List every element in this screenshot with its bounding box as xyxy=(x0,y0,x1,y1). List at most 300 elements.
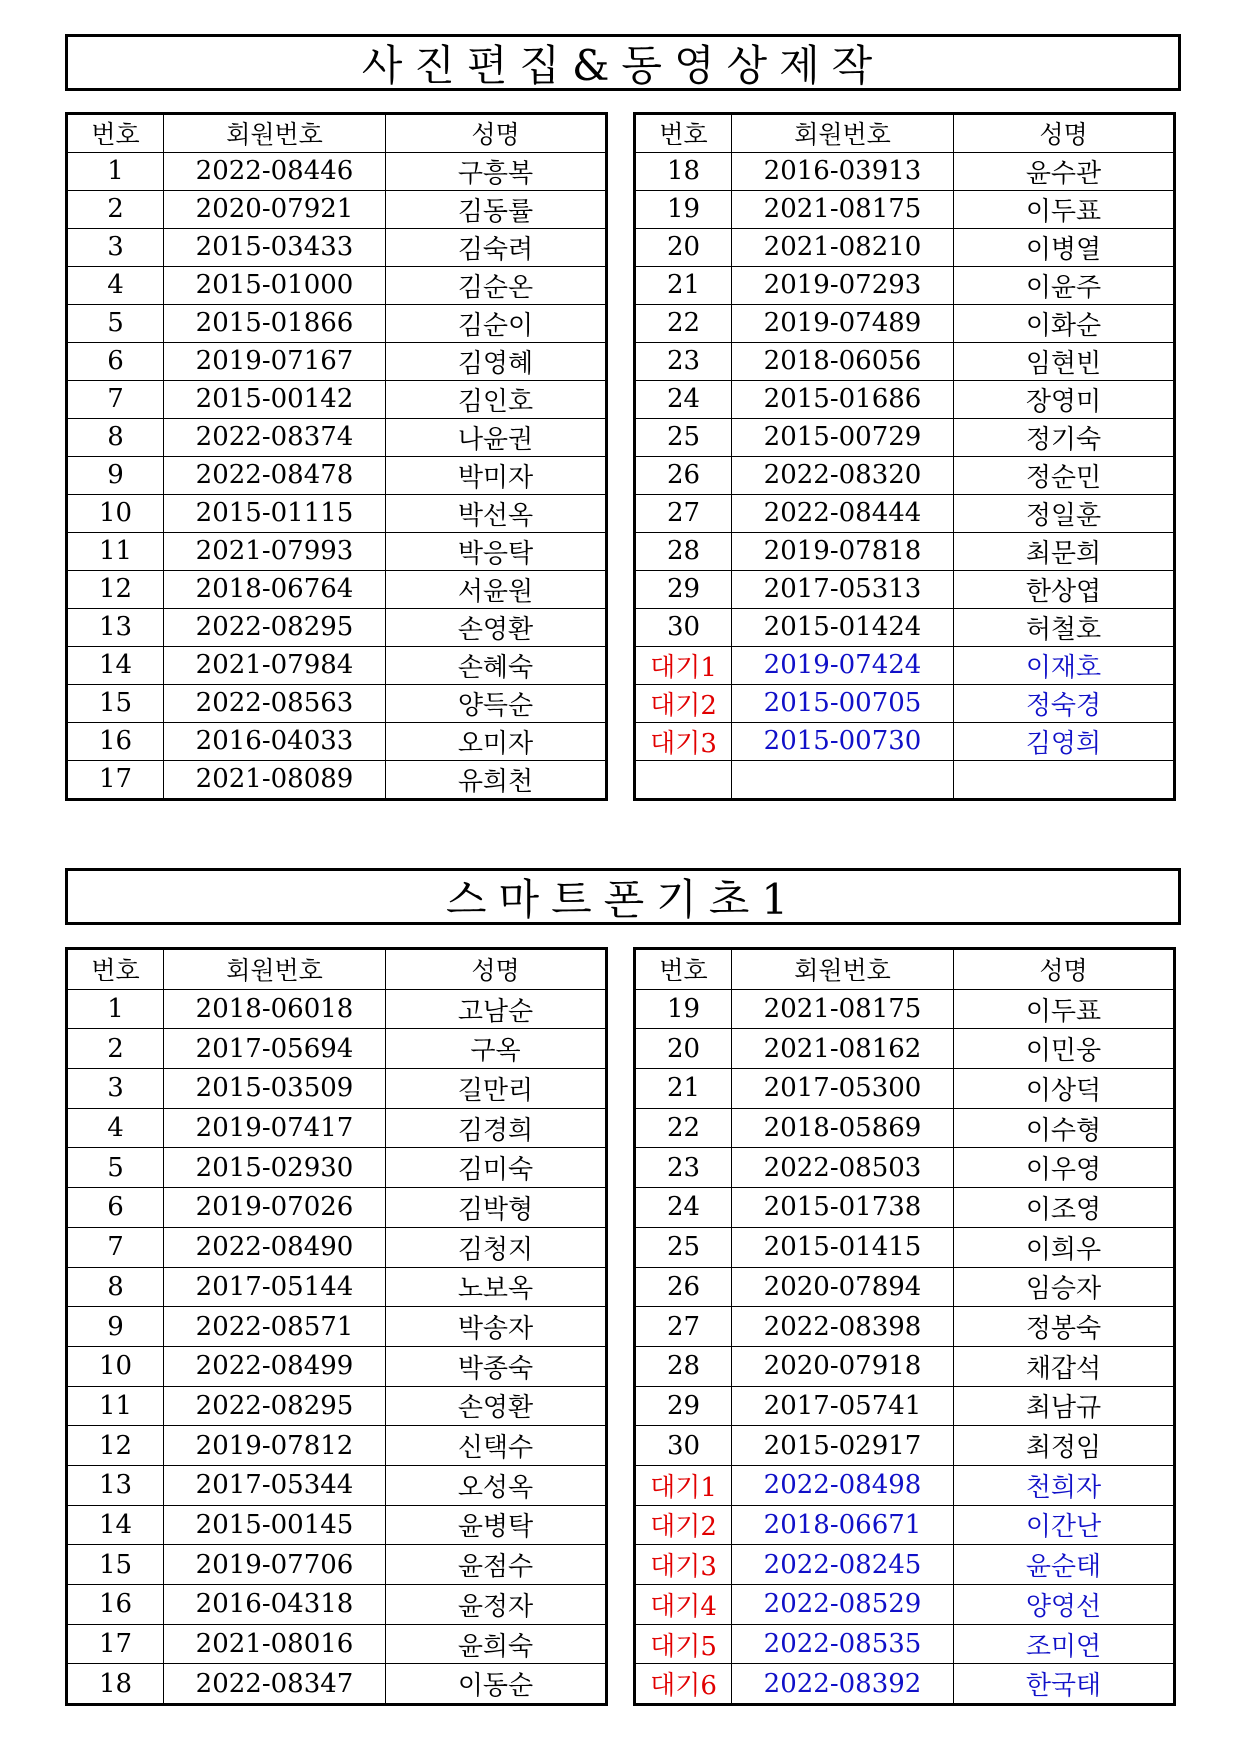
cell-name: 윤순태 xyxy=(954,1545,1175,1585)
cell-member-id: 2022-08245 xyxy=(732,1545,954,1585)
cell-name: 정기숙 xyxy=(954,418,1175,456)
table-row xyxy=(635,494,1175,532)
cell-member-id: 2019-07818 xyxy=(732,532,954,570)
cell-name: 이간난 xyxy=(954,1505,1175,1545)
table-row xyxy=(635,1465,1175,1505)
cell-member-id: 2019-07424 xyxy=(732,646,954,684)
cell-member-id: 2016-04318 xyxy=(164,1585,386,1625)
cell-member-id: 2021-07984 xyxy=(164,646,386,684)
cell-number: 29 xyxy=(635,1386,732,1426)
roster-table-right xyxy=(633,947,1176,1706)
cell-name: 이병열 xyxy=(954,228,1175,266)
table-row xyxy=(635,1545,1175,1585)
cell-name: 윤수관 xyxy=(954,152,1175,190)
table-row xyxy=(67,1346,607,1386)
cell-number: 27 xyxy=(635,494,732,532)
header-number: 번호 xyxy=(635,949,732,990)
cell-member-id: 2022-08320 xyxy=(732,456,954,494)
cell-number: 29 xyxy=(635,570,732,608)
cell-member-id: 2015-01866 xyxy=(164,304,386,342)
cell-number: 2 xyxy=(67,1029,164,1069)
table-row xyxy=(635,266,1175,304)
cell-member-id: 2015-03433 xyxy=(164,228,386,266)
table-header-row xyxy=(67,949,607,990)
cell-member-id: 2022-08529 xyxy=(732,1585,954,1625)
table-row xyxy=(67,608,607,646)
cell-member-id: 2019-07026 xyxy=(164,1188,386,1228)
cell-name: 김순이 xyxy=(386,304,607,342)
table-row xyxy=(67,722,607,760)
cell-name: 김박형 xyxy=(386,1188,607,1228)
table-row xyxy=(67,1307,607,1347)
cell-number: 10 xyxy=(67,1346,164,1386)
cell-member-id: 2015-00729 xyxy=(732,418,954,456)
cell-name: 구흥복 xyxy=(386,152,607,190)
cell-name: 이윤주 xyxy=(954,266,1175,304)
cell-name: 천희자 xyxy=(954,1465,1175,1505)
cell-number: 10 xyxy=(67,494,164,532)
table-row xyxy=(67,1585,607,1625)
section-title: 스마트폰기초1 xyxy=(65,868,1181,925)
table-row xyxy=(635,342,1175,380)
table-row xyxy=(67,1148,607,1188)
cell-name: 나윤권 xyxy=(386,418,607,456)
cell-number: 11 xyxy=(67,1386,164,1426)
cell-member-id: 2019-07812 xyxy=(164,1426,386,1466)
table-row xyxy=(635,1267,1175,1307)
cell-number: 4 xyxy=(67,1108,164,1148)
header-member-id: 회원번호 xyxy=(732,114,954,153)
cell-number: 12 xyxy=(67,570,164,608)
cell-name: 이동순 xyxy=(386,1664,607,1705)
cell-member-id: 2017-05694 xyxy=(164,1029,386,1069)
table-row xyxy=(67,190,607,228)
cell-member-id: 2017-05300 xyxy=(732,1069,954,1109)
cell-number: 26 xyxy=(635,456,732,494)
cell-name: 정봉숙 xyxy=(954,1307,1175,1347)
table-row xyxy=(67,342,607,380)
cell-number: 17 xyxy=(67,760,164,799)
cell-member-id: 2021-08089 xyxy=(164,760,386,799)
table-row xyxy=(635,722,1175,760)
cell-member-id: 2015-02930 xyxy=(164,1148,386,1188)
table-row xyxy=(67,152,607,190)
table-row xyxy=(67,494,607,532)
cell-name: 유희천 xyxy=(386,760,607,799)
cell-number: 18 xyxy=(635,152,732,190)
table-row xyxy=(635,304,1175,342)
cell-number: 대기2 xyxy=(635,1505,732,1545)
table-row xyxy=(67,1029,607,1069)
table-row xyxy=(635,1029,1175,1069)
cell-number: 28 xyxy=(635,532,732,570)
cell-number: 25 xyxy=(635,418,732,456)
cell-member-id: 2021-08175 xyxy=(732,989,954,1029)
roster-table-left xyxy=(65,947,608,1706)
cell-name: 박선옥 xyxy=(386,494,607,532)
cell-member-id: 2021-08016 xyxy=(164,1624,386,1664)
cell-number: 30 xyxy=(635,608,732,646)
cell-member-id: 2015-01738 xyxy=(732,1188,954,1228)
cell-name: 오성옥 xyxy=(386,1465,607,1505)
cell-member-id xyxy=(732,760,954,799)
table-row xyxy=(635,190,1175,228)
cell-name: 김순온 xyxy=(386,266,607,304)
cell-name: 김청지 xyxy=(386,1227,607,1267)
cell-number: 20 xyxy=(635,1029,732,1069)
cell-number: 8 xyxy=(67,418,164,456)
cell-member-id: 2022-08535 xyxy=(732,1624,954,1664)
cell-number: 대기1 xyxy=(635,1465,732,1505)
cell-member-id: 2015-01686 xyxy=(732,380,954,418)
table-row xyxy=(67,1108,607,1148)
cell-number: 대기1 xyxy=(635,646,732,684)
cell-number: 5 xyxy=(67,1148,164,1188)
cell-name: 최남규 xyxy=(954,1386,1175,1426)
cell-number xyxy=(635,760,732,799)
cell-number: 19 xyxy=(635,989,732,1029)
table-row xyxy=(635,608,1175,646)
cell-member-id: 2019-07489 xyxy=(732,304,954,342)
cell-name: 최정임 xyxy=(954,1426,1175,1466)
table-row xyxy=(67,1188,607,1228)
cell-member-id: 2015-02917 xyxy=(732,1426,954,1466)
cell-number: 21 xyxy=(635,1069,732,1109)
cell-name: 신택수 xyxy=(386,1426,607,1466)
roster-table-right xyxy=(633,112,1176,801)
table-row xyxy=(635,684,1175,722)
cell-member-id: 2022-08295 xyxy=(164,608,386,646)
header-member-id: 회원번호 xyxy=(164,949,386,990)
cell-name: 박응탁 xyxy=(386,532,607,570)
table-row xyxy=(635,1188,1175,1228)
cell-name: 김인호 xyxy=(386,380,607,418)
cell-name: 이두표 xyxy=(954,989,1175,1029)
cell-number: 대기4 xyxy=(635,1585,732,1625)
cell-name: 김숙려 xyxy=(386,228,607,266)
cell-number: 22 xyxy=(635,304,732,342)
cell-name: 구옥 xyxy=(386,1029,607,1069)
cell-name: 이화순 xyxy=(954,304,1175,342)
header-number: 번호 xyxy=(67,114,164,153)
cell-number: 6 xyxy=(67,1188,164,1228)
table-row xyxy=(635,228,1175,266)
table-row xyxy=(67,646,607,684)
cell-number: 8 xyxy=(67,1267,164,1307)
cell-name: 김영혜 xyxy=(386,342,607,380)
cell-number: 7 xyxy=(67,1227,164,1267)
cell-name: 이조영 xyxy=(954,1188,1175,1228)
table-header-row xyxy=(67,114,607,153)
cell-number: 9 xyxy=(67,456,164,494)
table-row xyxy=(67,1227,607,1267)
section-title: 사진편집&동영상제작 xyxy=(65,34,1181,91)
cell-member-id: 2022-08499 xyxy=(164,1346,386,1386)
table-row xyxy=(67,989,607,1029)
cell-member-id: 2015-00145 xyxy=(164,1505,386,1545)
cell-name: 채갑석 xyxy=(954,1346,1175,1386)
cell-member-id: 2020-07921 xyxy=(164,190,386,228)
cell-member-id: 2015-01415 xyxy=(732,1227,954,1267)
cell-member-id: 2022-08490 xyxy=(164,1227,386,1267)
table-row xyxy=(67,1426,607,1466)
cell-member-id: 2015-01115 xyxy=(164,494,386,532)
table-row xyxy=(67,380,607,418)
table-row xyxy=(635,1664,1175,1705)
cell-name: 정일훈 xyxy=(954,494,1175,532)
table-row xyxy=(635,989,1175,1029)
cell-member-id: 2019-07167 xyxy=(164,342,386,380)
cell-member-id: 2020-07918 xyxy=(732,1346,954,1386)
cell-number: 1 xyxy=(67,989,164,1029)
cell-number: 7 xyxy=(67,380,164,418)
cell-member-id: 2021-08162 xyxy=(732,1029,954,1069)
table-row xyxy=(67,532,607,570)
cell-name xyxy=(954,760,1175,799)
cell-number: 14 xyxy=(67,646,164,684)
cell-number: 15 xyxy=(67,1545,164,1585)
cell-member-id: 2022-08503 xyxy=(732,1148,954,1188)
cell-name: 최문희 xyxy=(954,532,1175,570)
cell-number: 대기3 xyxy=(635,722,732,760)
cell-member-id: 2015-01000 xyxy=(164,266,386,304)
cell-member-id: 2022-08295 xyxy=(164,1386,386,1426)
table-row xyxy=(635,152,1175,190)
cell-number: 30 xyxy=(635,1426,732,1466)
cell-name: 윤희숙 xyxy=(386,1624,607,1664)
cell-name: 이상덕 xyxy=(954,1069,1175,1109)
table-row xyxy=(635,1426,1175,1466)
cell-name: 길만리 xyxy=(386,1069,607,1109)
table-header-row xyxy=(635,949,1175,990)
cell-name: 박종숙 xyxy=(386,1346,607,1386)
cell-name: 이두표 xyxy=(954,190,1175,228)
cell-member-id: 2018-06018 xyxy=(164,989,386,1029)
cell-name: 손영환 xyxy=(386,608,607,646)
table-row xyxy=(67,304,607,342)
cell-number: 27 xyxy=(635,1307,732,1347)
table-row xyxy=(67,1386,607,1426)
cell-number: 9 xyxy=(67,1307,164,1347)
cell-member-id: 2016-04033 xyxy=(164,722,386,760)
cell-name: 조미연 xyxy=(954,1624,1175,1664)
roster-table-left xyxy=(65,112,608,801)
table-row xyxy=(635,760,1175,799)
cell-number: 13 xyxy=(67,608,164,646)
cell-name: 양영선 xyxy=(954,1585,1175,1625)
header-number: 번호 xyxy=(635,114,732,153)
cell-name: 윤병탁 xyxy=(386,1505,607,1545)
cell-name: 오미자 xyxy=(386,722,607,760)
header-member-id: 회원번호 xyxy=(164,114,386,153)
cell-name: 임승자 xyxy=(954,1267,1175,1307)
table-row xyxy=(635,456,1175,494)
table-row xyxy=(67,1069,607,1109)
table-row xyxy=(635,570,1175,608)
table-row xyxy=(67,1624,607,1664)
cell-member-id: 2019-07293 xyxy=(732,266,954,304)
cell-name: 박미자 xyxy=(386,456,607,494)
cell-member-id: 2015-00142 xyxy=(164,380,386,418)
cell-member-id: 2022-08392 xyxy=(732,1664,954,1705)
cell-number: 15 xyxy=(67,684,164,722)
cell-member-id: 2022-08347 xyxy=(164,1664,386,1705)
table-row xyxy=(67,418,607,456)
cell-number: 26 xyxy=(635,1267,732,1307)
cell-member-id: 2015-01424 xyxy=(732,608,954,646)
cell-name: 이우영 xyxy=(954,1148,1175,1188)
cell-member-id: 2022-08374 xyxy=(164,418,386,456)
cell-member-id: 2016-03913 xyxy=(732,152,954,190)
table-row xyxy=(635,1346,1175,1386)
cell-member-id: 2022-08563 xyxy=(164,684,386,722)
cell-member-id: 2022-08398 xyxy=(732,1307,954,1347)
table-row xyxy=(67,456,607,494)
cell-number: 4 xyxy=(67,266,164,304)
cell-number: 21 xyxy=(635,266,732,304)
cell-name: 이민웅 xyxy=(954,1029,1175,1069)
cell-name: 서윤원 xyxy=(386,570,607,608)
cell-member-id: 2015-00730 xyxy=(732,722,954,760)
cell-number: 대기2 xyxy=(635,684,732,722)
cell-member-id: 2018-06056 xyxy=(732,342,954,380)
table-row xyxy=(67,760,607,799)
table-row xyxy=(635,1227,1175,1267)
table-row xyxy=(67,1664,607,1705)
table-row xyxy=(67,266,607,304)
header-name: 성명 xyxy=(386,114,607,153)
table-row xyxy=(67,1465,607,1505)
cell-member-id: 2018-06764 xyxy=(164,570,386,608)
table-row xyxy=(67,228,607,266)
cell-member-id: 2017-05313 xyxy=(732,570,954,608)
header-name: 성명 xyxy=(386,949,607,990)
cell-number: 대기5 xyxy=(635,1624,732,1664)
cell-member-id: 2022-08571 xyxy=(164,1307,386,1347)
table-row xyxy=(635,1108,1175,1148)
cell-number: 13 xyxy=(67,1465,164,1505)
cell-number: 11 xyxy=(67,532,164,570)
cell-number: 17 xyxy=(67,1624,164,1664)
cell-name: 정숙경 xyxy=(954,684,1175,722)
cell-member-id: 2021-08175 xyxy=(732,190,954,228)
cell-name: 김경희 xyxy=(386,1108,607,1148)
cell-member-id: 2015-00705 xyxy=(732,684,954,722)
cell-member-id: 2019-07706 xyxy=(164,1545,386,1585)
cell-member-id: 2015-03509 xyxy=(164,1069,386,1109)
table-row xyxy=(635,646,1175,684)
cell-number: 16 xyxy=(67,722,164,760)
cell-number: 1 xyxy=(67,152,164,190)
table-row xyxy=(635,1505,1175,1545)
table-row xyxy=(635,1386,1175,1426)
table-row xyxy=(635,1624,1175,1664)
cell-member-id: 2019-07417 xyxy=(164,1108,386,1148)
cell-name: 장영미 xyxy=(954,380,1175,418)
table-row xyxy=(67,1545,607,1585)
cell-name: 손혜숙 xyxy=(386,646,607,684)
table-row xyxy=(635,1069,1175,1109)
cell-number: 23 xyxy=(635,1148,732,1188)
cell-member-id: 2022-08478 xyxy=(164,456,386,494)
cell-member-id: 2021-08210 xyxy=(732,228,954,266)
cell-member-id: 2017-05741 xyxy=(732,1386,954,1426)
table-row xyxy=(635,1307,1175,1347)
cell-member-id: 2018-06671 xyxy=(732,1505,954,1545)
cell-number: 6 xyxy=(67,342,164,380)
cell-member-id: 2022-08446 xyxy=(164,152,386,190)
table-row xyxy=(67,684,607,722)
cell-number: 3 xyxy=(67,1069,164,1109)
cell-name: 이재호 xyxy=(954,646,1175,684)
cell-member-id: 2022-08444 xyxy=(732,494,954,532)
cell-number: 28 xyxy=(635,1346,732,1386)
header-number: 번호 xyxy=(67,949,164,990)
cell-number: 23 xyxy=(635,342,732,380)
cell-name: 김동률 xyxy=(386,190,607,228)
cell-name: 한국태 xyxy=(954,1664,1175,1705)
cell-name: 양득순 xyxy=(386,684,607,722)
table-row xyxy=(67,1267,607,1307)
header-name: 성명 xyxy=(954,114,1175,153)
cell-number: 20 xyxy=(635,228,732,266)
cell-name: 허철호 xyxy=(954,608,1175,646)
table-row xyxy=(635,1585,1175,1625)
cell-number: 14 xyxy=(67,1505,164,1545)
cell-number: 2 xyxy=(67,190,164,228)
cell-name: 노보옥 xyxy=(386,1267,607,1307)
table-row xyxy=(635,1148,1175,1188)
cell-number: 19 xyxy=(635,190,732,228)
header-member-id: 회원번호 xyxy=(732,949,954,990)
cell-number: 16 xyxy=(67,1585,164,1625)
cell-name: 김미숙 xyxy=(386,1148,607,1188)
cell-member-id: 2018-05869 xyxy=(732,1108,954,1148)
header-name: 성명 xyxy=(954,949,1175,990)
cell-name: 윤정자 xyxy=(386,1585,607,1625)
table-row xyxy=(635,532,1175,570)
cell-name: 정순민 xyxy=(954,456,1175,494)
cell-member-id: 2020-07894 xyxy=(732,1267,954,1307)
cell-member-id: 2017-05344 xyxy=(164,1465,386,1505)
cell-name: 고남순 xyxy=(386,989,607,1029)
cell-number: 25 xyxy=(635,1227,732,1267)
cell-number: 24 xyxy=(635,1188,732,1228)
cell-name: 김영희 xyxy=(954,722,1175,760)
cell-name: 이수형 xyxy=(954,1108,1175,1148)
cell-number: 12 xyxy=(67,1426,164,1466)
cell-member-id: 2017-05144 xyxy=(164,1267,386,1307)
table-row xyxy=(635,418,1175,456)
cell-name: 박송자 xyxy=(386,1307,607,1347)
cell-number: 18 xyxy=(67,1664,164,1705)
cell-number: 5 xyxy=(67,304,164,342)
table-row xyxy=(635,380,1175,418)
cell-number: 대기6 xyxy=(635,1664,732,1705)
cell-name: 윤점수 xyxy=(386,1545,607,1585)
table-row xyxy=(67,1505,607,1545)
cell-name: 손영환 xyxy=(386,1386,607,1426)
cell-number: 22 xyxy=(635,1108,732,1148)
cell-member-id: 2022-08498 xyxy=(732,1465,954,1505)
table-header-row xyxy=(635,114,1175,153)
cell-name: 임현빈 xyxy=(954,342,1175,380)
table-row xyxy=(67,570,607,608)
cell-number: 3 xyxy=(67,228,164,266)
cell-name: 이희우 xyxy=(954,1227,1175,1267)
cell-member-id: 2021-07993 xyxy=(164,532,386,570)
cell-number: 대기3 xyxy=(635,1545,732,1585)
